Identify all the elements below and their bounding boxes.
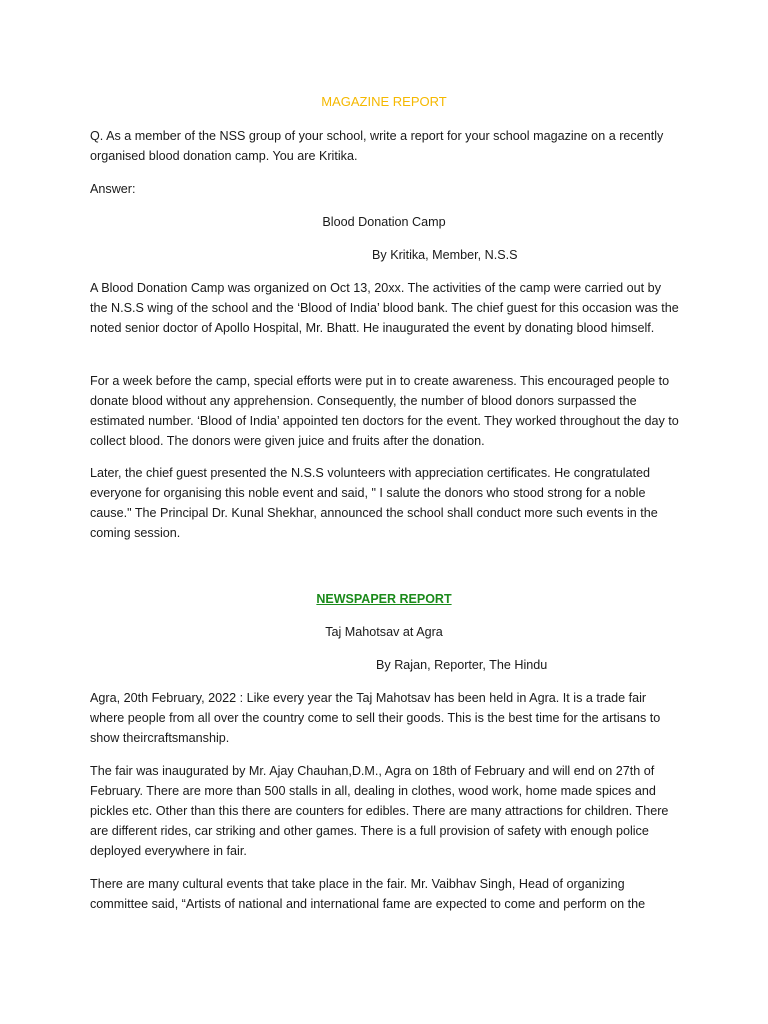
newspaper-report-heading: NEWSPAPER REPORT	[316, 592, 452, 606]
magazine-byline: By Kritika, Member, N.S.S	[372, 248, 518, 262]
magazine-question: Q. As a member of the NSS group of your school, write a report for your school magazine on a recently organised blood donation camp. You are Kritika.	[90, 129, 664, 163]
magazine-paragraph-2: For a week before the camp, special efforts were put in to create awareness. This encouraged people to donate blood without any apprehension. Consequently, the number of blood donors surpassed the estimated number. ‘Blood of India’ appointed ten doctors for the event. They worked throughout the day to collect blood. The donors were given juice and fruits after the donation.	[90, 374, 679, 448]
newspaper-paragraph-1: Agra, 20th February, 2022 : Like every year the Taj Mahotsav has been held in Agra. It is a trade fair where people from all over the country come to sell their goods. This is the best time for the artisans to show theircraftsmanship.	[90, 691, 661, 745]
magazine-paragraph-3: Later, the chief guest presented the N.S.S volunteers with appreciation certificates. He congratulated everyone for organising this noble event and said, " I salute the donors who stood strong for a noble cause." The Principal Dr. Kunal Shekhar, announced the school shall conduct more such events in the coming session.	[90, 466, 658, 540]
magazine-paragraph-1: A Blood Donation Camp was organized on Oct 13, 20xx. The activities of the camp were carried out by the N.S.S wing of the school and the ‘Blood of India’ blood bank. The chief guest for this occasion was the noted senior doctor of Apollo Hospital, Mr. Bhatt. He inaugurated the event by donating blood himself.	[90, 281, 679, 335]
newspaper-title: Taj Mahotsav at Agra	[325, 625, 443, 639]
magazine-title: Blood Donation Camp	[322, 215, 446, 229]
newspaper-paragraph-3: There are many cultural events that take place in the fair. Mr. Vaibhav Singh, Head of organizing committee said, “Artists of national and international fame are expected to come and perform on the	[90, 877, 646, 911]
newspaper-byline: By Rajan, Reporter, The Hindu	[376, 658, 548, 672]
magazine-report-heading: MAGAZINE REPORT	[321, 94, 447, 109]
answer-label: Answer:	[90, 182, 136, 196]
newspaper-paragraph-2: The fair was inaugurated by Mr. Ajay Chauhan,D.M., Agra on 18th of February and will end on 27th of February. There are more than 500 stalls in all, dealing in clothes, wood work, home made spices and pickles etc. Other than this there are counters for edibles. There are many attractions for children. There are different rides, car striking and other games. There is a full provision of safety with enough police deployed everywhere in fair.	[90, 764, 669, 858]
